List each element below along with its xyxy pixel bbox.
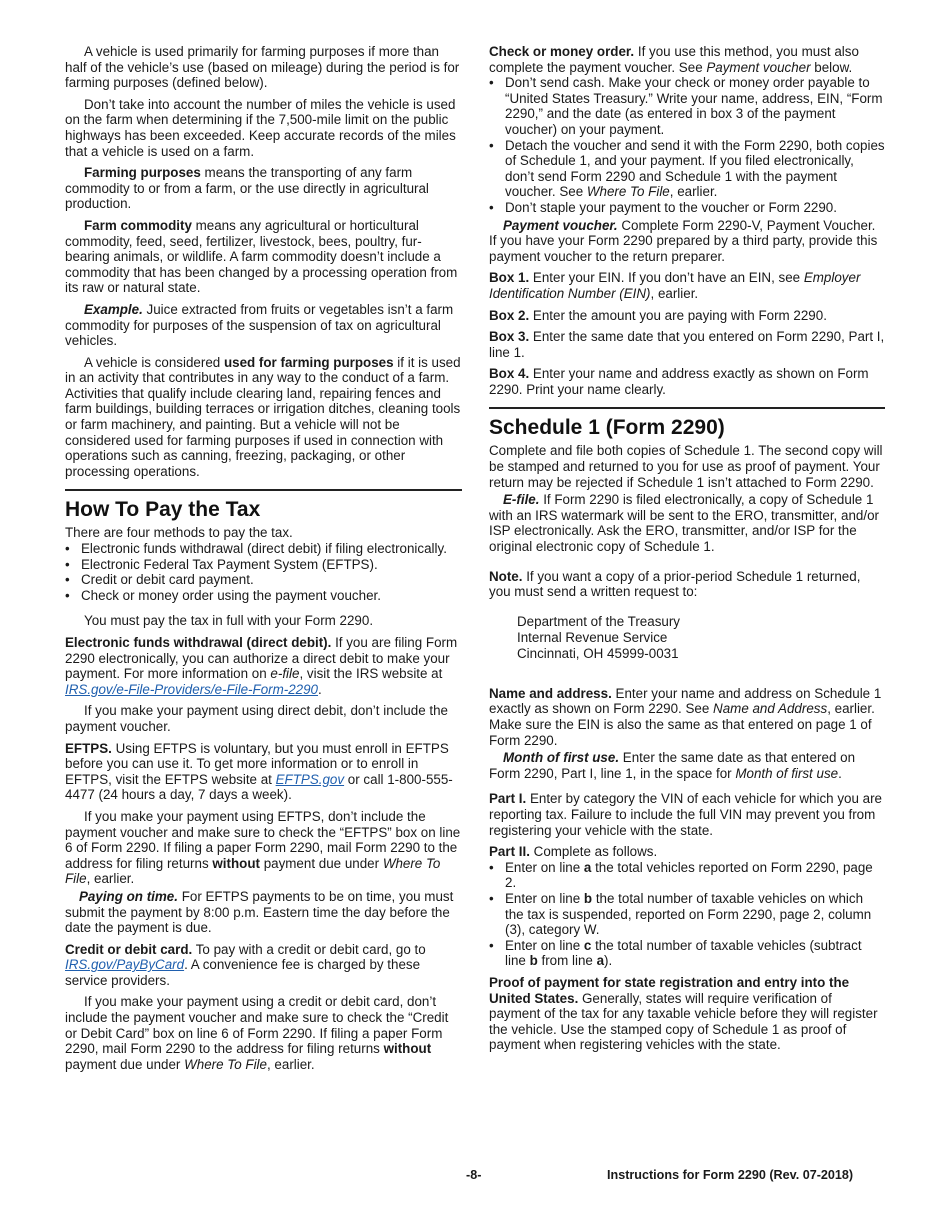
section-divider bbox=[489, 407, 885, 409]
example-paragraph: Example. Juice extracted from fruits or vegetables isn’t a farm commodity for purposes of the suspension of tax on agricultural vehicles. bbox=[65, 301, 454, 349]
right-column bbox=[489, 44, 885, 1059]
farm-commodity-paragraph: Farm commodity means any agricultural or horticultural commodity, feed, seed, fertilizer, livestock, bees, poultry, fur-bearing animals, or wildlife. A farm commodity doesn’t include a commodity that has been changed by a processing operation from its raw or natural state. bbox=[65, 217, 458, 296]
page-number: -8- bbox=[466, 1168, 482, 1182]
pay-intro: There are four methods to pay the tax. bbox=[65, 525, 293, 541]
box-3-paragraph: Box 3. Enter the same date that you entered on Form 2290, Part I, line 1. bbox=[489, 329, 885, 360]
pay-method-item: • Electronic funds withdrawal (direct debit) if filing electronically. bbox=[65, 541, 447, 557]
address-line: Internal Revenue Service bbox=[517, 629, 668, 645]
check-money-order-paragraph: Check or money order. If you use this method, you must also complete the payment voucher. See Payment voucher below. bbox=[489, 44, 859, 75]
pay-method-item: • Electronic Federal Tax Payment System (EFTPS). bbox=[65, 556, 378, 572]
address-line: Cincinnati, OH 45999-0031 bbox=[517, 645, 679, 661]
mailing-address bbox=[489, 614, 885, 662]
part-1-paragraph: Part I. Enter by category the VIN of each vehicle for which you are reporting tax. Failure to include the full VIN may prevent you from registering your vehicle with the state. bbox=[489, 791, 882, 838]
eftps-link[interactable]: EFTPS.gov bbox=[275, 771, 345, 787]
part-2-bullet-item: • Enter on line a the total vehicles reported on Form 2290, page 2. bbox=[489, 859, 873, 891]
check-bullet-item: • Don’t send cash. Make your check or money order payable to “United States Treasury.” Write your name, address, EIN, “Form 2290,” and the date (as entered in box 3 of the payment voucher) on your payment. bbox=[489, 75, 883, 137]
credit-card-paragraph: Credit or debit card. To pay with a credit or debit card, go to IRS.gov/PayByCard. A convenience fee is charged by these service providers. bbox=[65, 941, 426, 988]
farming-purposes-paragraph: Farming purposes means the transporting of any farm commodity to or from a farm, or the use directly in agricultural production. bbox=[65, 165, 429, 212]
heading-schedule-1: Schedule 1 (Form 2290) bbox=[489, 416, 725, 440]
eftps-paragraph: EFTPS. Using EFTPS is voluntary, but you must enroll in EFTPS before you can use it. To get more information or to enroll in EFTPS, visit the EFTPS website at EFTPS.gov or call 1-800-555-4477 (24 hours a day, 7 days a week). bbox=[65, 740, 453, 803]
box-2-paragraph: Box 2. Enter the amount you are paying with Form 2290. bbox=[489, 307, 827, 323]
check-bullet-item: • Don’t staple your payment to the voucher or Form 2290. bbox=[489, 199, 837, 215]
check-bullet-item: • Detach the voucher and send it with the Form 2290, both copies of Schedule 1, and your payment. If you filed electronically, don’t send Form 2290 and Schedule 1 with the payment voucher. See Where To File, earlier. bbox=[489, 137, 885, 200]
efile-form-2290-link[interactable]: IRS.gov/e-File-Providers/e-File-Form-2290 bbox=[65, 681, 319, 697]
pay-in-full-paragraph: You must pay the tax in full with your Form 2290. bbox=[84, 613, 374, 629]
heading-how-to-pay: How To Pay the Tax bbox=[65, 498, 261, 522]
section-divider bbox=[65, 489, 462, 491]
mileage-paragraph: Don’t take into account the number of miles the vehicle is used on the farm when determining if the 7,500-mile limit on the public highways has been exceeded. Keep accurate records of the miles that a vehicle is used on a farm. bbox=[65, 96, 456, 159]
credit-card-voucher-paragraph: If you make your payment using a credit or debit card, don’t include the payment voucher and make sure to check the “Credit or Debit Card” box on line 6 of Form 2290. If filing a paper Form 2290, mail Form 2290 to the address for filing returns without payment due under Where To File, earlier. bbox=[65, 994, 449, 1072]
part-2-paragraph: Part II. Complete as follows. bbox=[489, 844, 658, 860]
box-4-paragraph: Box 4. Enter your name and address exactly as shown on Form 2290. Print your name clearly. bbox=[489, 366, 869, 397]
part-2-bullet-item: • Enter on line c the total number of taxable vehicles (subtract line b from line a). bbox=[489, 937, 862, 969]
part-2-bullet-item: • Enter on line b the total number of taxable vehicles on which the tax is suspended, reported on Form 2290, page 2, column (3), category W. bbox=[489, 890, 872, 938]
efile-paragraph: E-file. If Form 2290 is filed electronically, a copy of Schedule 1 with an IRS watermark will be sent to the ERO, transmitter, and/or ISP electronically. Ask the ERO, transmitter, and/or ISP for the original electronic copy of Schedule 1. bbox=[489, 492, 879, 555]
proof-of-payment-paragraph: Proof of payment for state registration and entry into the United States. Generally, states will require verification of payment of the tax for any taxable vehicle before they will register the vehicle. Use the stamped copy of Schedule 1 as proof of payment when registering vehicles with the state. bbox=[489, 974, 878, 1053]
pay-method-item: • Check or money order using the payment voucher. bbox=[65, 587, 381, 603]
box-1-paragraph: Box 1. Enter your EIN. If you don’t have an EIN, see Employer Identification Number (EIN), earlier. bbox=[489, 270, 861, 301]
name-address-paragraph: Name and address. Enter your name and address on Schedule 1 exactly as shown on Form 2290. See Name and Address, earlier. Make sure the EIN is also the same as that entered on page 1 of Form 2290. bbox=[489, 685, 882, 748]
document-title: Instructions for Form 2290 (Rev. 07-2018) bbox=[607, 1168, 854, 1182]
pay-method-item: • Credit or debit card payment. bbox=[65, 572, 254, 588]
month-first-use-paragraph: Month of first use. Enter the same date as that entered on Form 2290, Part I, line 1, in the space for Month of first use. bbox=[489, 750, 856, 781]
farming-use-paragraph: A vehicle is used primarily for farming purposes if more than half of the vehicle’s use (based on mileage) during the period is for farming purposes (defined below). bbox=[65, 44, 460, 91]
pay-by-card-link[interactable]: IRS.gov/PayByCard bbox=[65, 957, 185, 973]
payment-voucher-paragraph: Payment voucher. Complete Form 2290-V, Payment Voucher. If you have your Form 2290 prepared by a third party, provide this payment voucher to the return preparer. bbox=[489, 217, 878, 264]
address-line: Department of the Treasury bbox=[517, 613, 680, 629]
farming-activity-paragraph: A vehicle is considered used for farming purposes if it is used in an activity that contributes in any way to the conduct of a farm. Activities that qualify include clearing land, repairing fences and farm buildings, building terraces or irrigation ditches, cleaning tools or farm machinery, and painting. But a vehicle will not be considered used for farming purposes if used in connection with operations such as canning, freezing, packaging, or other processing operations. bbox=[65, 354, 461, 479]
paying-on-time-paragraph: Paying on time. For EFTPS payments to be on time, you must submit the payment by 8:00 p.m. Eastern time the day before the date the payment is due. bbox=[65, 888, 454, 936]
left-column bbox=[65, 44, 462, 1078]
direct-debit-voucher-paragraph: If you make your payment using direct debit, don’t include the payment voucher. bbox=[65, 703, 448, 734]
note-paragraph: Note. If you want a copy of a prior-period Schedule 1 returned, you must send a written request to: bbox=[489, 568, 861, 600]
eftps-voucher-paragraph: If you make your payment using EFTPS, don’t include the payment voucher and make sure to check the “EFTPS” box on line 6 of Form 2290. If filing a paper Form 2290, mail Form 2290 to the address for filing returns without payment due under Where To File, earlier. bbox=[65, 808, 461, 887]
direct-debit-paragraph: Electronic funds withdrawal (direct debit). If you are filing Form 2290 electronically, you can authorize a direct debit to make your payment. For more information on e-file, visit the IRS website at IRS.gov/e-File-Providers/e-File-Form-2290. bbox=[65, 635, 458, 697]
schedule-intro-paragraph: Complete and file both copies of Schedule 1. The second copy will be stamped and returned to you for use as proof of payment. Your return may be rejected if Schedule 1 isn’t attached to Form 2290. bbox=[489, 443, 883, 490]
